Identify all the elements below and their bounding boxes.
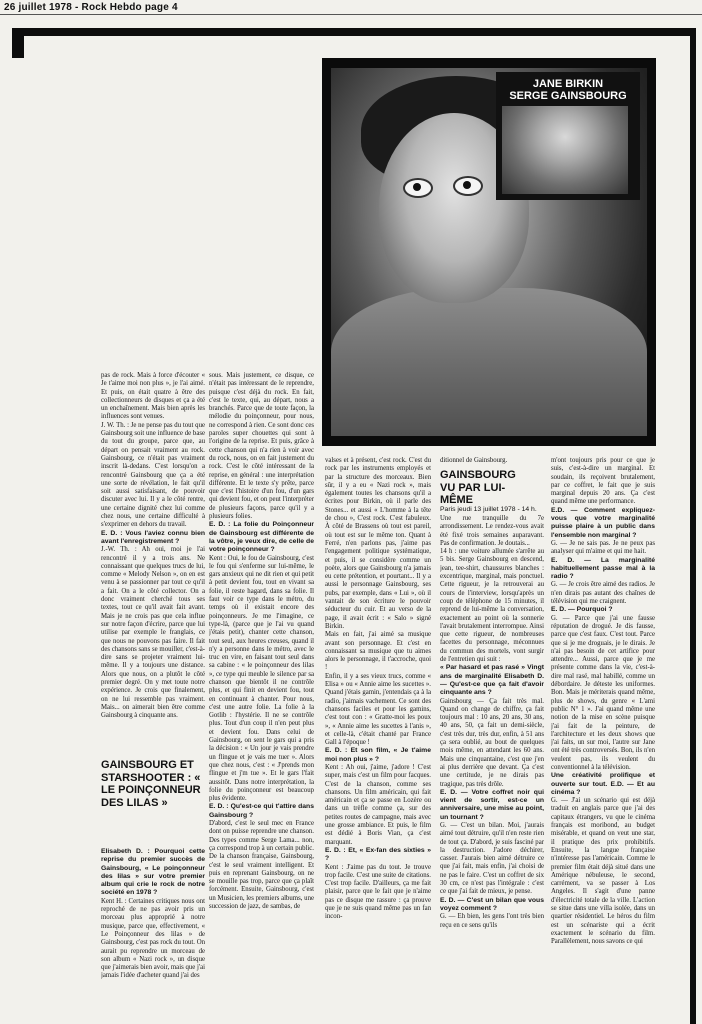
column-4-top — [440, 457, 544, 469]
paragraph: Gainsbourg — Ça fait très mal. Quand on change de chiffre, ça fait toujours mal : 10 ans, 20 ans, 30 ans, 40 ans, 50, ça fait un demi-siècle, c'est très dur, très dur, enfin, à 51 ans ça sera oublié, au bout de quelques mois même, en attendant les 60 ans. Mais une cinquantaine, c'est que j'en ai plus derrière que devant. Ça c'est une certitude, je ne dirais pas tragique, pas très drôle. — [440, 697, 544, 788]
black-frame-top — [12, 28, 696, 36]
photo-shirt — [331, 288, 647, 436]
question: E. D. : Vous l'aviez connu bien avant l'enregistrement ? — [101, 529, 205, 545]
paragraph: G. — Eh bien, les gens l'ont très bien reçu en ce sens qu'ils — [440, 913, 544, 929]
black-frame-left — [12, 28, 24, 58]
paragraph: G. — J'ai un scénario qui est déjà traduit en anglais parce que j'ai des capitaux étrangers, vu que le cinéma français est moribond, au budget misérable, et quand on veut une star, il pratique des prix prohibitifs. Ensuite, la langue française n'intéresse pas l'américain. Comme le premier film était déjà situé dans une Amérique nébuleuse, le second, carrément, va se passer à Los Angeles. Il s'agit d'une panne d'électricité totale de la ville. L'action se situe dans une villa isolée, dans un quartier résidentiel. Le héros du film est un scénariste qui a écrit exactement le scénario du film. Parallèlement, nous savons ce qui — [551, 797, 655, 946]
paragraph: valses et à présent, c'est rock. C'est du rock par les instruments employés et par la structure des morceaux. Bien sûr, il y a eu « Nazi rock », mais également toutes les chansons qu'il a écrites pour Birkin, où il parle des Stones... et aussi « L'homme à la tête de chou », C'est rock. C'est fabuleux. À côté de Brassens où tout est pareil, où tout est sur le même ton. Quant à Ferré, n'en parlons pas, j'aime pas l'engagement politique systématique, et puis, il se considère comme un poète, alors que Gainsbourg n'a jamais eu cette prétention, et pourtant... Il y a aussi le personnage Gainsbourg, ses pubs, par exemple, dans « Lui », où il vantait de son écriture le pouvoir séducteur du cuir. Et au verso de la page, il avait écrit : « Salo » signé Birkin. — [325, 457, 431, 630]
paragraph: G. — Je ne sais pas. Je ne peux pas analyser qui m'aime et qui me hait. — [551, 539, 655, 556]
question: « Par hasard et pas rasé » Vingt ans de marginalité Elisabeth D. — Qu'est-ce que ça fait d'avoir cinquante ans ? — [440, 664, 544, 697]
paragraph: Kent H. : Certaines critiques nous ont reproché de ne pas avoir pris un morceau plus approprié à notre musique, parce que, effectivement, « Le Poinçonneur des lilas » de Gainsbourg, c'est pas rock du tout. On aurait pu reprendre un morceau de son album « Nazi rock », un disque que j'aimerais bien avoir, mais que j'ai jamais l'idée d'acheter quand j'ai des — [101, 897, 205, 980]
question: E. D. — Pourquoi ? — [551, 606, 613, 614]
paragraph: G. — Je crois être aimé des radios. Je n'en dirais pas autant des chaînes de télévision qui me craignent. — [551, 581, 655, 606]
question: E. D. : Et, « Ex-fan des sixties » ? — [325, 846, 431, 863]
column-1-top — [101, 372, 205, 755]
paragraph: ditionnel de Gainsbourg. — [440, 457, 508, 464]
album-artist-1: JANE BIRKIN — [532, 78, 604, 90]
album-cover — [496, 72, 640, 200]
album-artist-2: SERGE GAINSBOURG — [509, 90, 627, 102]
column-2 — [209, 372, 314, 1024]
paragraph: J.-W. Th. : Ah oui, moi je l'ai rencontré il y a trois ans. Ne connaissant que quelques trucs de lui, comme « Melody Nelson », on en est venu à se passionner par tout ce qu'il a fait. On a le côté collector. On a donc vraiment cherché tous ses textes, tout ce qu'il avait fait avant. Mais je ne crois pas que cela influe sur notre façon d'écrire, parce que lui utilise par exemple le franglais, ce que nous ne pouvons pas faire. Il fait des chansons sans se mouiller, c'est-à-dire sans se projeter vraiment lui-même. Il y a toujours une distance. Alors que nous, on a plutôt le côté premier degré. On y met toute notre expérience. Je crois que finalement, on ne lui ressemble pas vraiment. Mais... on aimerait bien être comme Gainsbourg à cinquante ans. — [101, 546, 205, 720]
album-title — [496, 78, 640, 102]
question: E. D. — C'est un bilan que vous voyez comment ? — [440, 896, 544, 912]
headline-vu-par-lui-meme: GAINSBOURG VU PAR LUI-MÊME — [440, 469, 516, 506]
paragraph: G. — Parce que j'ai une fausse réputation de drogué. Je dis fausse, parce que c'est faux. C'est tout. Parce que si je me droguais, je le dirais. Je n'ai pas besoin de cet artifice pour attendre... Aussi, parce que je me présente comme dans la vie, c'est-à-dire mal rasé, mal habillé, comme un débordaire. Je déteste les uniformes. Bon. Mais je mériterais quand même, plus de shows, du genre « L'ami public N° 1 ». J'ai quand même une notion de la mise en scène puisque j'ai fait de la peinture, de l'architecture et les deux shows que j'ai faits, un sur moi, l'autre sur Jane ont été très controversés. Bon, ils n'en veulent pas, ils veulent du conventionnel à la télévision. — [551, 614, 655, 771]
column-4 — [440, 515, 544, 1024]
paragraph: D'abord, c'est le seul mec en France dont on puisse reprendre une chanson. Des types comme Serge Lama... non, ça correspond trop à un certain public. De la chanson française, Gainsbourg, c'est le seul vraiment intelligent. Et puis en reprenant Gainsbourg, on ne se mouille pas trop, parce que ça plaît forcément. Ensuite, Gainsbourg, c'est un Musicien, les premiers albums, une succession de jazz, de sambas, de — [209, 820, 314, 910]
headline-starshooter: GAINSBOURG ET STARSHOOTER : « LE POINÇONNEUR DES LILAS » — [101, 759, 201, 809]
photo-eye-left — [403, 178, 433, 198]
paragraph: Kent : Oui, le fou de Gainsbourg, c'est le fou qui s'enferme sur lui-même, le gars anxieux qui ne dit rien et qui petit à petit devient fou, tout en vivant sa folie, il reste hagard, dans sa folie. Il faut voir ce type dans le métro, du temps où il existait encore des poinçonneurs. Je me l'imagine, ce type-là, (parce que je l'ai vu quand j'étais petit), chanter cette chanson, tout seul, aux heures creuses, quand il n'y a personne dans le métro, avec le truc en vire, en faisant tout seul dans sa cabine : « le poinçonneur des lilas », ce type qui meuble le silence par sa chanson que bientôt il ne contrôle plus, et qui finit en devient fou, tout en continuant à chanter. Pour nous, c'est une autre folie. La folie à la Gotlib : l'hystérie. Il ne se contrôle plus. Tout d'un coup il n'en peut plus et devient fou. Dans celui de Gainsbourg, on sent le gars qui a pris la décision : « Un jour je vais prendre un flingue et je vais me tuer ». Alors que chez nous, c'est : « J'prends mon flingue et j'm tue ». Et le gars l'fait aussitôt. Dans notre interprétation, la folie du poinçonneur est beaucoup plus évidente. — [209, 554, 314, 803]
header-rule — [0, 14, 702, 15]
question: E.D. — Comment expliquez-vous que votre marginalité puisse plaire à un public dans l'ensemble non marginal ? — [551, 506, 655, 539]
paragraph: J. W. Th. : Je ne pense pas du tout que Gainsbourg soit une influence de base du tout du groupe, parce que, au départ on pensait vraiment au rock. Gainsbourg, ce n'était pas vraiment inscrit là-dedans. C'est lorsqu'on a rencontré Gainsbourg que ça a été une sorte de révélation, le fait qu'il soit aussi satisfaisant, de pouvoir discuter avec lui. Il y a le côté rentre, une certaine dignité chez lui comme chez nous, une certaine difficulté à s'exprimer en dehors du travail. — [101, 421, 205, 529]
paragraph: Kent : Ah oui, j'aime, j'adore ! C'est super, mais c'est un film pour facques. C'est de la chanson, comme ses chansons. Un film américain, qui fait américain et ça se passe en Lozère ou dans un trèfle comme ça, sur des petites routes de campagne, mais avec une grosse ambiance. Et puis, le film est dédié à Boris Vian, ça c'est marquant. — [325, 763, 431, 846]
paragraph: m'ont toujours pris pour ce que je suis, c'est-à-dire un marginal. Et soudain, ils reçoivent brutalement, par ce coffret, le fait que je suis marginal depuis 20 ans. Ça c'est quand même une performance. — [551, 457, 655, 506]
album-photo — [502, 106, 628, 194]
paragraph: Mais en fait, j'ai aimé sa musique avant son personnage. Et c'est en connaissant sa musique que tu aimes alors le personnage, il t'accroche, quoi ! — [325, 631, 431, 672]
paragraph: sous. Mais justement, ce disque, ce n'était pas intéressant de le reprendre, puisque c'est déjà du rock. En fait, c'est le texte, qui, au départ, nous a branchés. Parce que de toute façon, la mélodie du poinçonneur, pour nous, ne correspond à rien. Ce sont donc ces paroles super chouettes qui sont à l'origine de la reprise. Et puis, grâce à cette chanson qui n'a rien à voir avec du rock, nous, on en fait justement du rock. C'est le côté intéressant de la reprise, en général : une interprétation différente. Et le texte s'y prête, parce que c'est l'histoire d'un fou, d'un gars qui devient fou, et on peut l'interpréter de plusieurs façons, parce qu'il y a plusieurs folies. — [209, 372, 314, 521]
question: E. D. : Et son film, « Je t'aime moi non plus » ? — [325, 747, 431, 763]
column-3 — [325, 457, 431, 1024]
question: Elisabeth D. : Pourquoi cette reprise du premier succès de Gainsbourg, « Le poinçonneur des lilas » sur votre premier album qui crie le rock de notre société en 1978 ? — [101, 848, 205, 897]
question: E. D. — La marginalité habituellement passe mal à la radio ? — [551, 556, 655, 581]
question: E. D. : Qu'est-ce qui t'attire dans Gainsbourg ? — [209, 803, 314, 819]
paragraph: 14 h : une voiture allumée s'arrête au 5 bis. Serge Gainsbourg en descend, jean, tee-shirt, chaussures blanches : excentrique, marginal, mais ponctuel. Cette rigueur, je la retrouverai au cours de l'interview, lorsqu'après un coup de téléphone de 15 minutes, il reprend de lui-même la conversation, exactement au point où la sonnerie l'avait brutalement interrompue. Ainsi que cette rigueur, de nombreuses facettes du personnage, méconnues du commun des mortels, vont surgir de l'entretien qui suit : — [440, 548, 544, 664]
paragraph: Une rue tranquille du 7e arrondissement. Le rendez-vous avait été fixé trois semaines auparavant. Pas de confirmation. Je doutais... — [440, 515, 544, 547]
byline: Paris jeudi 13 juillet 1978 - 14 h. — [440, 506, 537, 513]
black-frame-right — [690, 28, 696, 1024]
paragraph: Enfin, il y a ses vieux trucs, comme « Elisa » ou « Annie aime les sucettes ». Quand j'étais gamin, j'entendais ça à la radio, j'aimais vachement. Ce sont des chansons faciles et pour les gamins, c'est tout con : « Gratte-moi les poux », « Annie aime les sucettes à l'anis », et celle-là, c'était chanté par France Gall à l'époque ! — [325, 672, 431, 747]
question: E. D. — Votre coffret noir qui vient de sortir, est-ce un anniversaire, une mise au point, un tournant ? — [440, 788, 544, 821]
photo-eye-right — [453, 176, 483, 196]
paragraph: G. — C'est un bilan. Moi, j'aurais aimé tout détruire, qu'il n'en reste rien de tout ça. D'abord, je suis fasciné par la destruction. J'adore déchirer, casser. J'aurais bien aimé détruire ce que j'ai fait, mais enfin, j'ai choisi de ne pas le faire. C'est un coffret de six 30 cm, ce n'est pas l'intégrale : c'est ce que j'ai fait de mieux, je pense. — [440, 821, 544, 896]
column-5 — [551, 457, 655, 1024]
question: E. D. : La folie du Poinçonneur de Gainsbourg est différente de la vôtre, je veux dire, de celle de votre poinçonneur ? — [209, 521, 314, 554]
paragraph: Kent : J'aime pas du tout. Je trouve trop facile. C'est une suite de citations. C'est trop facile. D'ailleurs, ça me fait plaisir, parce que le fait que je n'aime pas ce disque me rassure : ça prouve que je ne suis quand même pas un fan incon- — [325, 863, 431, 921]
page-header: 26 juillet 1978 - Rock Hebdo page 4 — [4, 2, 178, 13]
question: Une créativité prolifique et ouverte sur tout. E.D. — Et au cinéma ? — [551, 772, 655, 796]
paragraph: pas de rock. Mais à force d'écouter « Je t'aime moi non plus », je l'ai aimé. Et puis, on était quatre à être des collectionneurs de disques et ça a été un enchaînement. Mais bien après les influences sont venues. — [101, 372, 205, 421]
column-1-bottom — [101, 848, 205, 1024]
